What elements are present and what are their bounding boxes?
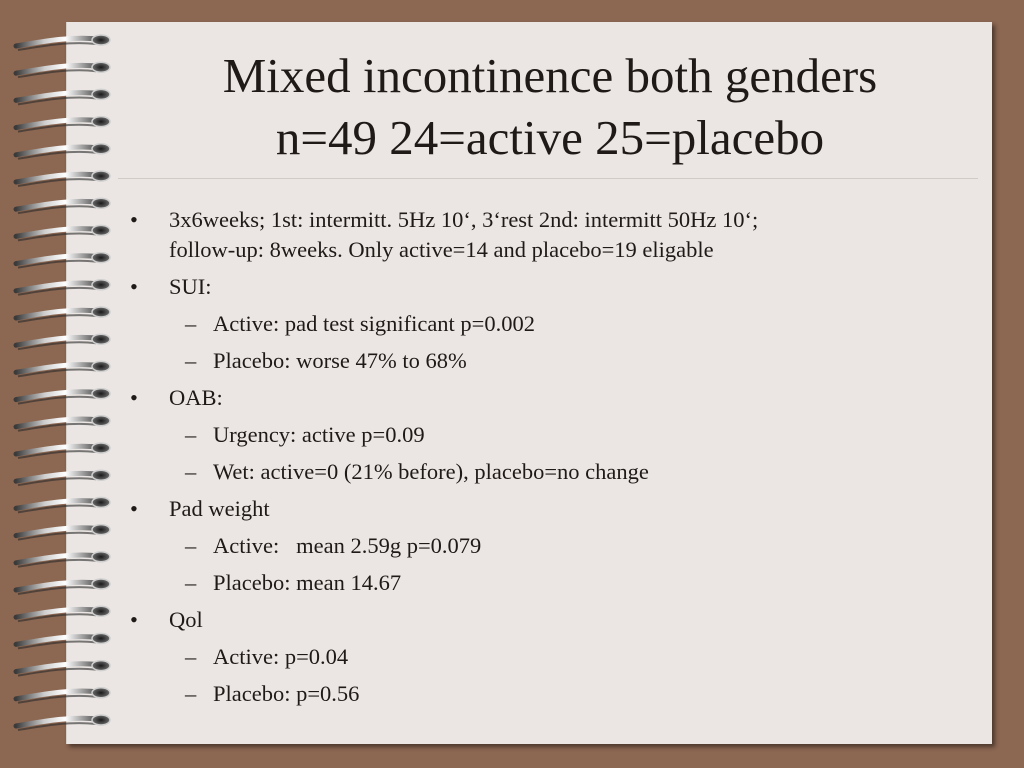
bullet-text: 3x6weeks; 1st: intermitt. 5Hz 10‘, 3‘rest 2nd: intermitt 50Hz 10‘; [169, 207, 759, 232]
sub-bullet-item [128, 679, 968, 709]
sub-bullet-item [128, 420, 968, 450]
spiral-ring-icon [16, 579, 110, 594]
sub-bullet-item [128, 346, 968, 376]
bullet-marker: • [130, 496, 138, 521]
spiral-ring-icon [16, 416, 110, 431]
bullet-marker: • [130, 207, 138, 232]
bullet-text: Qol [169, 607, 203, 632]
bullet-text: OAB: [169, 385, 223, 410]
spiral-ring-icon [16, 633, 110, 648]
spiral-ring-icon [16, 389, 110, 404]
bullet-marker: • [130, 274, 138, 299]
spiral-ring-icon [16, 307, 110, 322]
sub-bullet-text: Wet: active=0 (21% before), placebo=no change [213, 459, 649, 484]
spiral-ring-icon [16, 497, 110, 512]
spiral-binding-icon [10, 28, 122, 740]
sub-bullet-text: Urgency: active p=0.09 [213, 422, 425, 447]
spiral-ring-icon [16, 525, 110, 540]
dash-marker: – [185, 348, 197, 373]
spiral-ring-icon [16, 225, 110, 240]
spiral-ring-icon [16, 334, 110, 349]
sub-bullet-item [128, 309, 968, 339]
spiral-ring-icon [16, 253, 110, 268]
sub-bullet-text: Active: pad test significant p=0.002 [213, 311, 535, 336]
slide-body [128, 205, 968, 716]
sub-bullet-item [128, 568, 968, 598]
spiral-ring-icon [16, 280, 110, 295]
bullet-text: follow-up: 8weeks. Only active=14 and placebo=19 eligable [169, 237, 714, 262]
spiral-ring-icon [16, 171, 110, 186]
sub-bullet-text: Placebo: worse 47% to 68% [213, 348, 467, 373]
bullet-marker: • [130, 385, 138, 410]
spiral-ring-icon [16, 117, 110, 132]
bullet-marker: • [130, 607, 138, 632]
spiral-ring-icon [16, 443, 110, 458]
sub-bullet-text: Active: p=0.04 [213, 644, 349, 669]
dash-marker: – [185, 459, 197, 484]
sub-bullet-item [128, 531, 968, 561]
dash-marker: – [185, 533, 197, 558]
bullet-item [128, 205, 968, 265]
dash-marker: – [185, 681, 197, 706]
spiral-ring-icon [16, 661, 110, 676]
spiral-ring-icon [16, 62, 110, 77]
spiral-ring-icon [16, 470, 110, 485]
spiral-ring-icon [16, 552, 110, 567]
sub-bullet-item [128, 642, 968, 672]
sub-bullet-text: Active: mean 2.59g p=0.079 [213, 533, 482, 558]
bullet-text: Pad weight [169, 496, 270, 521]
dash-marker: – [185, 311, 197, 336]
title-divider [118, 178, 978, 179]
dash-marker: – [185, 644, 197, 669]
bullet-item [128, 383, 968, 413]
bullet-item [128, 605, 968, 635]
spiral-ring-icon [16, 89, 110, 104]
bullet-item [128, 272, 968, 302]
spiral-ring-icon [16, 606, 110, 621]
spiral-ring-icon [16, 361, 110, 376]
spiral-ring-icon [16, 715, 110, 730]
dash-marker: – [185, 570, 197, 595]
sub-bullet-text: Placebo: p=0.56 [213, 681, 360, 706]
title-line-2: n=49 24=active 25=placebo [275, 110, 825, 165]
sub-bullet-text: Placebo: mean 14.67 [213, 570, 402, 595]
slide-title [130, 45, 970, 169]
spiral-ring-icon [16, 35, 110, 50]
spiral-ring-icon [16, 144, 110, 159]
title-line-1: Mixed incontinence both genders [222, 48, 878, 103]
bullet-item [128, 494, 968, 524]
spiral-ring-icon [16, 198, 110, 213]
dash-marker: – [185, 422, 197, 447]
bullet-text: SUI: [169, 274, 212, 299]
sub-bullet-item [128, 457, 968, 487]
spiral-ring-icon [16, 688, 110, 703]
